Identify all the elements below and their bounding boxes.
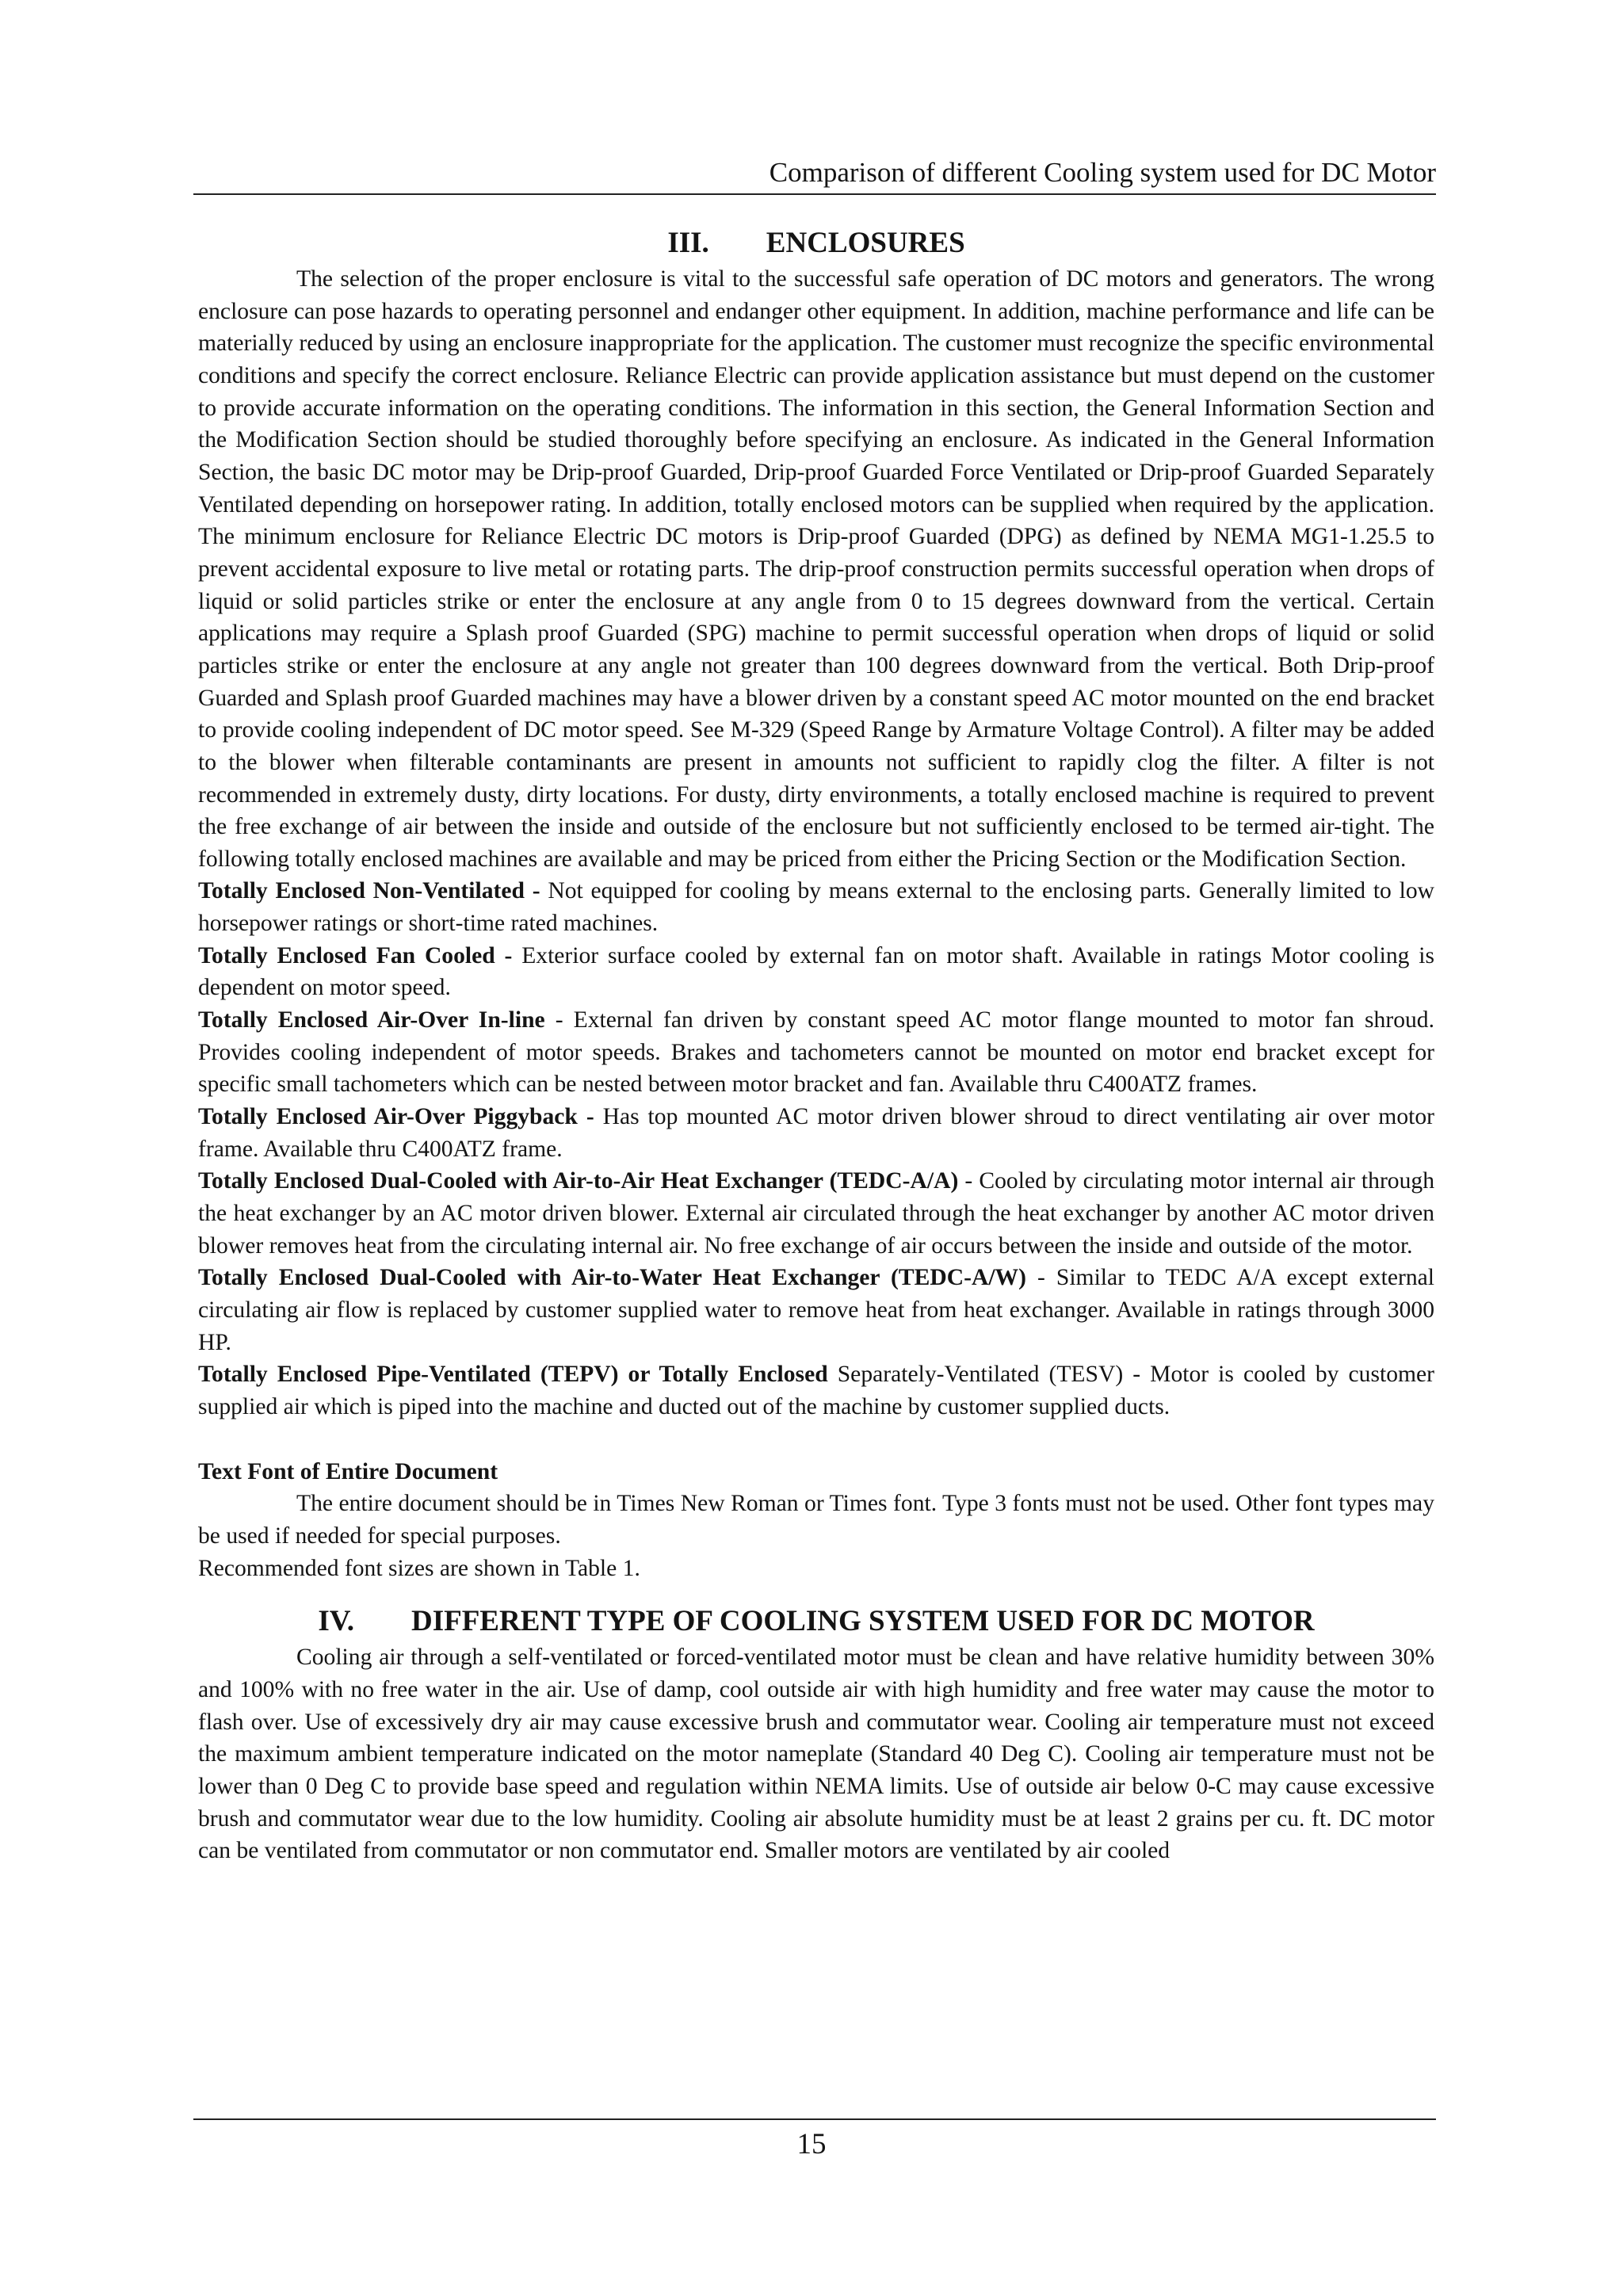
definition-term: Totally Enclosed Dual-Cooled with Air-to-Water Heat Exchanger (TEDC-A/W) [198,1265,1027,1291]
page-body [198,223,1434,1867]
spacer [198,1584,1434,1602]
font-note-table-reference: Recommended font sizes are shown in Table 1. [198,1555,640,1581]
definition-paragraph [198,1004,1434,1101]
definition-text: Separately-Ventilated (TESV) - Motor is cooled by customer supplied air which is piped into the machine and ducted out of the machine by customer supplied ducts. [198,1362,1434,1419]
section-3-number: III. [667,227,709,259]
section-3-heading [198,223,1434,263]
definition-text: Has top mounted AC motor driven blower shroud to direct ventilating air over motor frame. Available thru C400ATZ frame. [198,1104,1434,1162]
section-4-paragraph: Cooling air through a self-ventilated or forced-ventilated motor must be clean and have relative humidity between 30% and 100% with no free water in the air. Use of damp, cool outside air with high humidity and free water may cause the motor to flash over. Use of excessively dry air may cause excessive brush and commutator wear. Cooling air temperature must not exceed the maximum ambient temperature indicated on the motor nameplate (Standard 40 Deg C). Cooling air temperature must not be lower than 0 Deg C to provide base speed and regulation within NEMA limits. Use of outside air below 0-C may cause excessive brush and commutator wear due to the low humidity. Cooling air absolute humidity must be at least 2 grains per cu. ft. DC motor can be ventilated from commutator or non commutator end. Smaller motors are ventilated by air cooled [198,1645,1434,1864]
header-rule [193,193,1436,195]
definition-paragraph [198,1358,1434,1423]
page-number: 15 [796,2128,827,2160]
section-4-number: IV. [318,1605,354,1638]
definition-term: Totally Enclosed Fan Cooled - [198,942,513,968]
definition-text: Not equipped for cooling by means external to the enclosing parts. Generally limited to low horsepower ratings or short-time rated machines. [198,878,1435,937]
definition-paragraph [198,875,1434,939]
spacer [198,1423,1434,1456]
definition-paragraph [198,1101,1434,1165]
section-3-title: ENCLOSURES [766,227,965,259]
definition-text: Exterior surface cooled by external fan on motor shaft. Available in ratings Motor cooling is dependent on motor speed. [198,942,1434,1001]
definition-paragraph [198,1262,1434,1358]
definition-paragraph [198,1165,1434,1262]
footer-rule [193,2118,1436,2120]
definition-term: Totally Enclosed Non-Ventilated - [198,878,540,904]
definition-paragraph [198,940,1434,1004]
definition-term: Totally Enclosed Air-Over Piggyback - [198,1104,594,1130]
running-title: Comparison of different Cooling system used for DC Motor [769,157,1436,188]
definition-term: Totally Enclosed Dual-Cooled with Air-to-Air Heat Exchanger (TEDC-A/A) [198,1168,959,1194]
section-4-heading [198,1602,1434,1641]
definition-text: - Cooled by circulating motor internal air through the heat exchanger by an AC motor driven blower. External air circulated through the heat exchanger by another AC motor driven blower removes heat from the circulating internal air. No free exchange of air occurs between the inside and outside of the motor. [198,1168,1434,1259]
definition-term: Totally Enclosed Air-Over In-line [198,1007,545,1033]
section-3-intro-paragraph: The selection of the proper enclosure is vital to the successful safe operation of DC motors and generators. The wrong enclosure can pose hazards to operating personnel and endanger other equipment. In addition, machine performance and life can be materially reduced by using an enclosure inappropriate for the application. The customer must recognize the specific environmental conditions and specify the correct enclosure. Reliance Electric can provide application assistance but must depend on the customer to provide accurate information on the operating conditions. The information in this section, the General Information Section and the Modification Section should be studied thoroughly before specifying an enclosure. As indicated in the General Information Section, the basic DC motor may be Drip-proof Guarded, Drip-proof Guarded Force Ventilated or Drip-proof Guarded Separately Ventilated depending on horsepower rating. In addition, totally enclosed motors can be supplied when required by the application. The minimum enclosure for Reliance Electric DC motors is Drip-proof Guarded (DPG) as defined by NEMA MG1-1.25.5 to prevent accidental exposure to live metal or rotating parts. The drip-proof construction permits successful operation when drops of liquid or solid particles strike or enter the enclosure at any angle from 0 to 15 degrees downward from the vertical. Certain applications may require a Splash proof Guarded (SPG) machine to permit successful operation when drops of liquid or solid particles strike or enter the enclosure at any angle not greater than 100 degrees downward from the vertical. Both Drip-proof Guarded and Splash proof Guarded machines may have a blower driven by a constant speed AC motor mounted on the end bracket to provide cooling independent of DC motor speed. See M-329 (Speed Range by Armature Voltage Control). A filter may be added to the blower when filterable contaminants are present in amounts not sufficient to rapidly clog the filter. A filter is not recommended in extremely dusty, dirty locations. For dusty, dirty environments, a totally enclosed machine is required to prevent the free exchange of air between the inside and outside of the enclosure but not sufficiently enclosed to be termed air-tight. The following totally enclosed machines are available and may be priced from either the Pricing Section or the Modification Section. [198,266,1434,872]
section-4-title: DIFFERENT TYPE OF COOLING SYSTEM USED FOR DC MOTOR [411,1605,1315,1638]
definition-text: - External fan driven by constant speed AC motor flange mounted to motor fan shroud. Provides cooling independent of motor speeds. Brakes and tachometers cannot be mounted on motor end bracket except for specific small tachometers which can be nested between motor bracket and fan. Available thru C400ATZ frames. [198,1007,1434,1098]
definition-term: Totally Enclosed Pipe-Ventilated (TEPV) or Totally Enclosed [198,1362,828,1388]
font-note-paragraph: The entire document should be in Times New Roman or Times font. Type 3 fonts must not be used. Other font types may be used if needed for special purposes. [198,1491,1434,1549]
definition-text: - Similar to TEDC A/A except external circulating air flow is replaced by customer supplied water to remove heat from heat exchanger. Available in ratings through 3000 HP. [198,1265,1435,1355]
font-note-heading: Text Font of Entire Document [198,1458,498,1484]
